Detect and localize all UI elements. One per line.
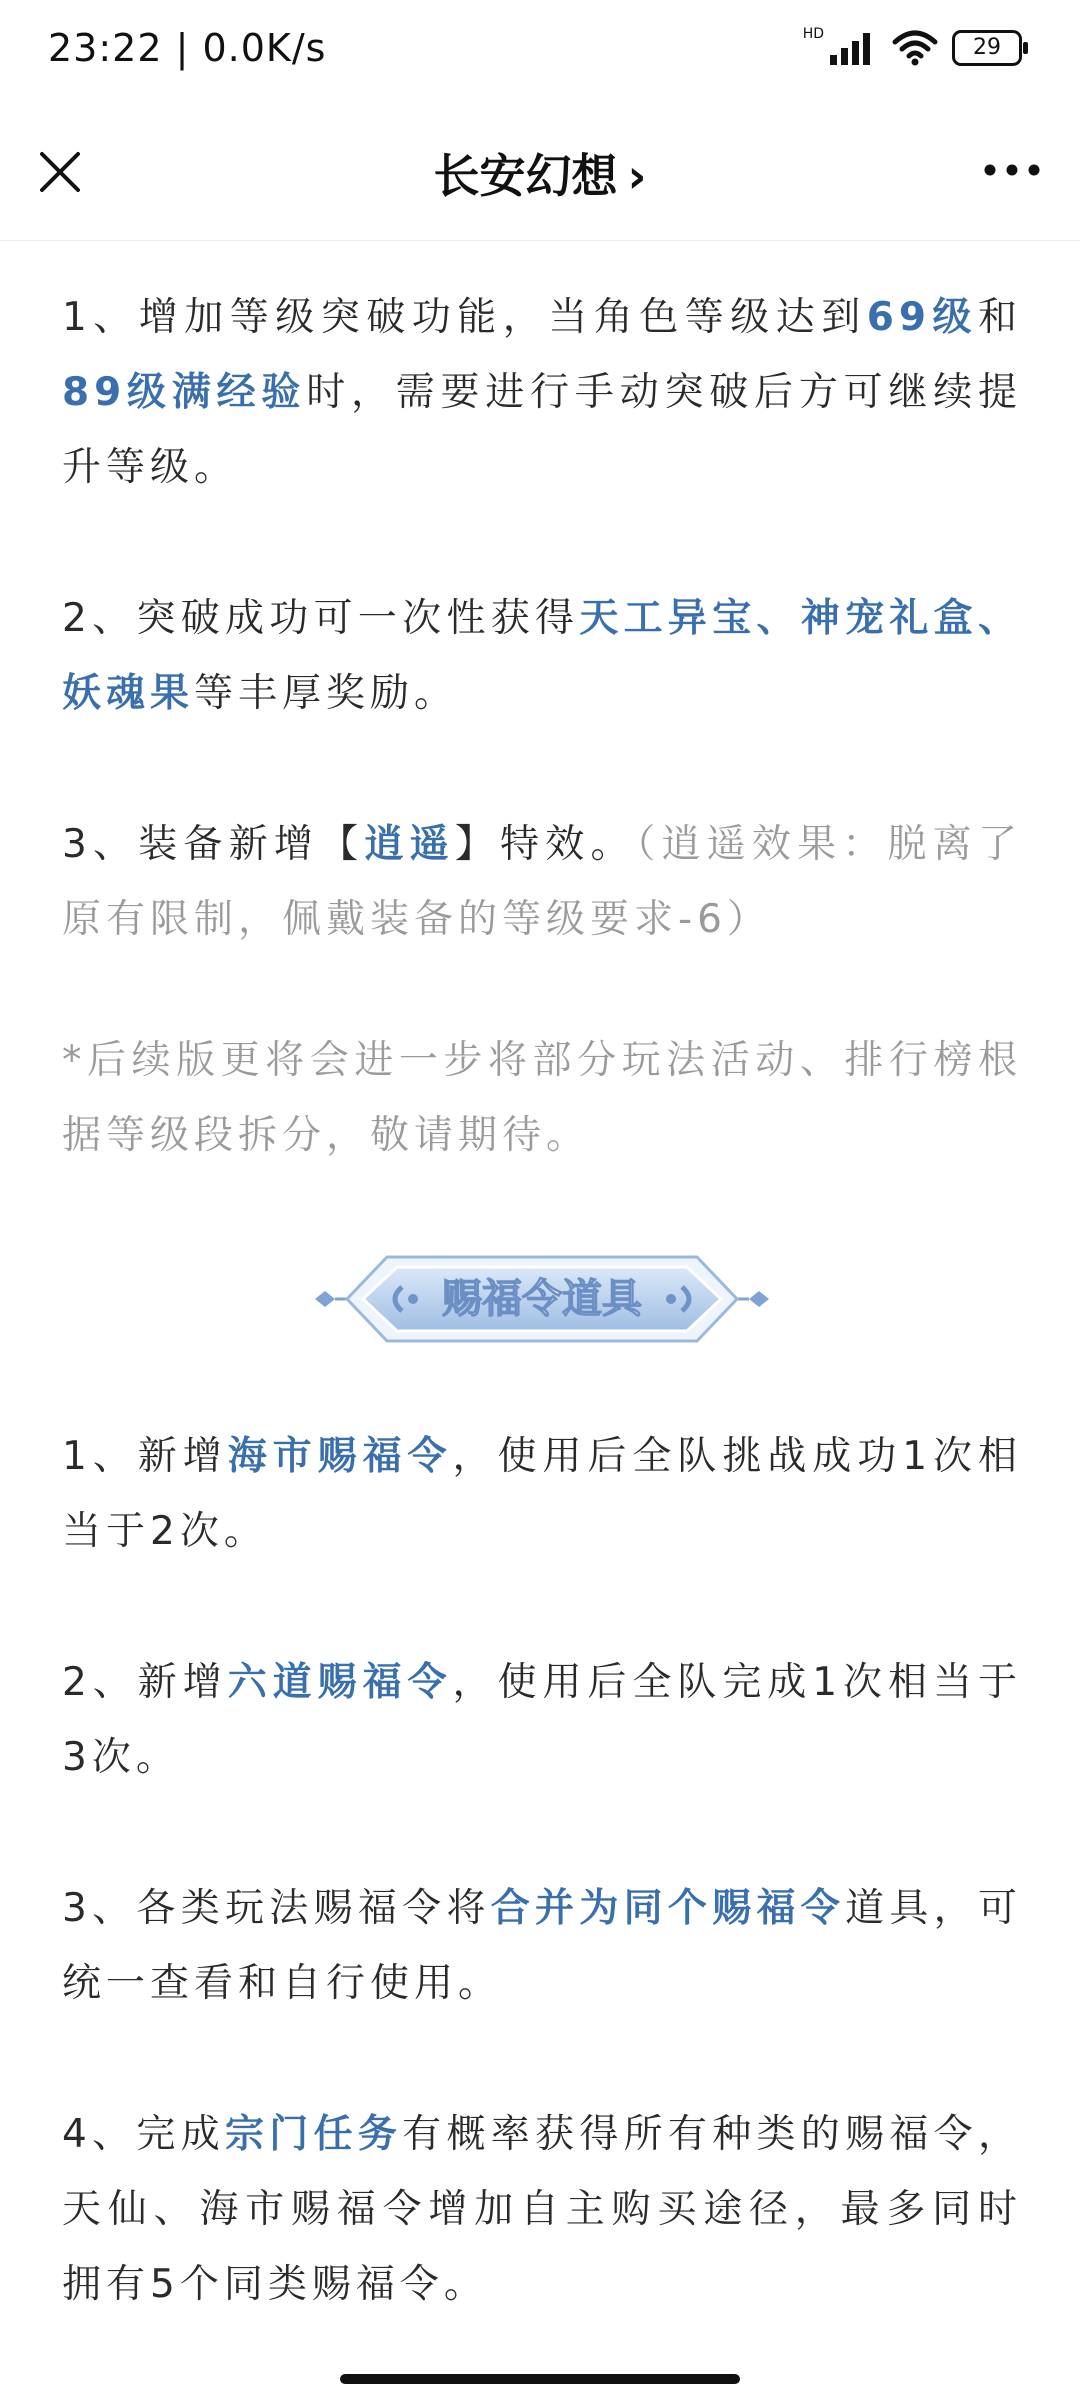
text-segment: 4、完成 xyxy=(62,2112,225,2157)
blessing-item-3 xyxy=(62,1871,1022,2021)
highlight-text: 天工异宝、神宠礼盒、妖魂果 xyxy=(62,596,1022,716)
breakthrough-item-1 xyxy=(62,280,1022,505)
breakthrough-item-3 xyxy=(62,807,1022,957)
battery-icon: 29 xyxy=(952,30,1022,66)
signal-icon xyxy=(828,31,878,65)
breakthrough-item-2 xyxy=(62,581,1022,731)
highlight-text: 海市赐福令 xyxy=(227,1434,453,1479)
footnote: *后续版更将会进一步将部分玩法活动、排行榜根据等级段拆分，敬请期待。 xyxy=(62,1038,1022,1158)
text-segment: 等丰厚奖励。 xyxy=(194,671,459,716)
wifi-icon xyxy=(892,30,938,66)
page-title-text: 长安幻想 xyxy=(433,149,618,203)
status-icons xyxy=(802,26,1022,66)
highlight-text: 逍遥 xyxy=(364,822,455,867)
blessing-item-1 xyxy=(62,1419,1022,1569)
text-segment: 和 xyxy=(977,295,1022,340)
home-indicator[interactable] xyxy=(340,2374,740,2384)
text-segment: 2、新增 xyxy=(62,1660,228,1705)
highlight-text: 69级 xyxy=(866,295,978,340)
text-segment: 3、装备新增【 xyxy=(62,822,365,867)
status-bar xyxy=(0,0,1080,100)
text-segment: 3、各类玩法赐福令将 xyxy=(62,1886,491,1931)
muted-note: （逍遥效果：脱离了原有限制，佩戴装备的等级要求-6） xyxy=(62,822,1022,942)
text-segment: 1、增加等级突破功能，当角色等级达到 xyxy=(62,295,867,340)
highlight-text: 89级满经验 xyxy=(62,370,307,415)
hd-label: HD xyxy=(802,26,824,42)
article-content xyxy=(62,280,1022,2398)
text-segment: ，使用后全队完成1次相当于3次。 xyxy=(62,1660,1022,1780)
status-time-speed: 23:22 | 0.0K/s xyxy=(48,26,327,70)
text-segment: 2、突破成功可一次性获得 xyxy=(62,596,580,641)
blessing-item-2 xyxy=(62,1645,1022,1795)
page-title[interactable] xyxy=(0,140,1080,206)
blessing-item-4 xyxy=(62,2097,1022,2322)
nav-bar xyxy=(0,100,1080,241)
banner-frame xyxy=(307,1249,777,1349)
highlight-text: 宗门任务 xyxy=(224,2112,403,2157)
text-segment: 时，需要进行手动突破后方可继续提升等级。 xyxy=(62,370,1022,490)
text-segment: 道具，可统一查看和自行使用。 xyxy=(62,1886,1022,2006)
section-banner xyxy=(62,1249,1022,1349)
highlight-text: 合并为同个赐福令 xyxy=(490,1886,846,1931)
text-segment: ，使用后全队挑战成功1次相当于2次。 xyxy=(62,1434,1022,1554)
highlight-text: 六道赐福令 xyxy=(227,1660,453,1705)
chevron-right-icon: › xyxy=(627,149,647,203)
text-segment: 1、新增 xyxy=(62,1434,228,1479)
banner-title: 赐福令道具 xyxy=(442,1276,642,1322)
text-segment: 有概率获得所有种类的赐福令，天仙、海市赐福令增加自主购买途径，最多同时拥有5个同类赐福令。 xyxy=(62,2112,1022,2307)
text-segment: 】特效。 xyxy=(454,822,636,867)
more-icon[interactable] xyxy=(972,140,1052,200)
